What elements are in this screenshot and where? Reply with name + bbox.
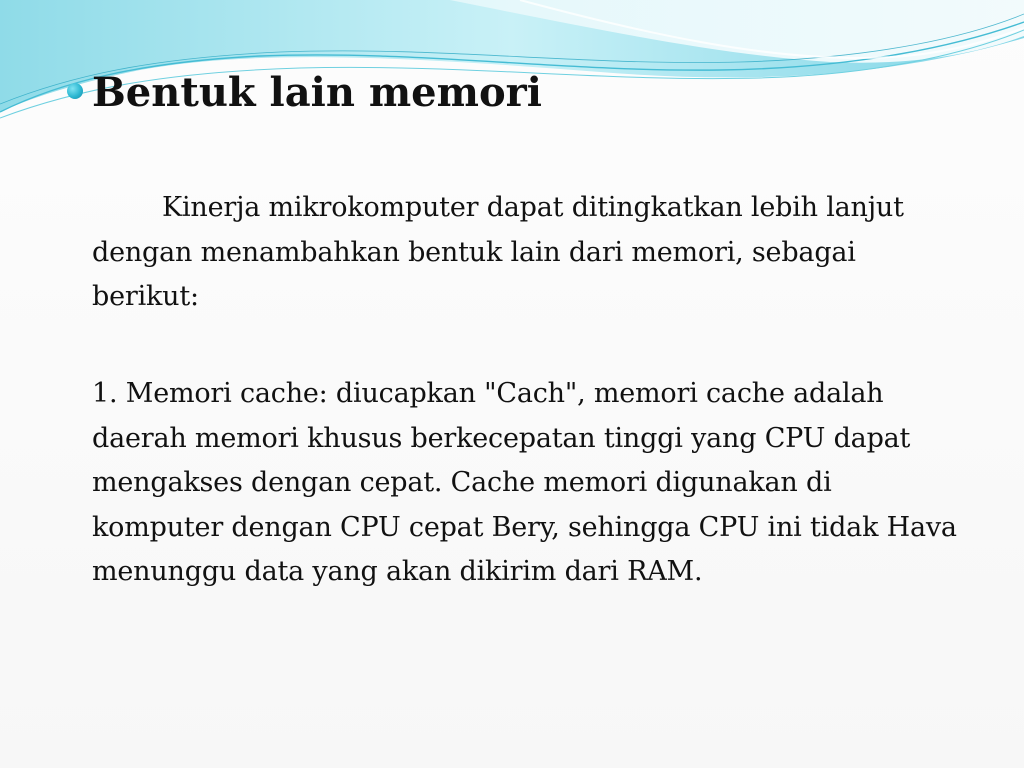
slide-title: Bentuk lain memori (92, 69, 542, 116)
circle-bullet-icon (67, 83, 83, 99)
point-1-paragraph: 1. Memori cache: diucapkan "Cach", memori cache adalah daerah memori khusus berkecepatan tinggi yang CPU dapat mengakses dengan cepat. Cache memori digunakan di komputer dengan CPU cepat Bery, sehingga CPU ini tidak Hava menunggu data yang akan dikirim dari RAM. (92, 378, 957, 587)
intro-text: Kinerja mikrokomputer dapat ditingkatkan lebih lanjut dengan menambahkan bentuk lain dari memori, sebagai berikut: (92, 192, 904, 312)
intro-paragraph (92, 186, 962, 320)
